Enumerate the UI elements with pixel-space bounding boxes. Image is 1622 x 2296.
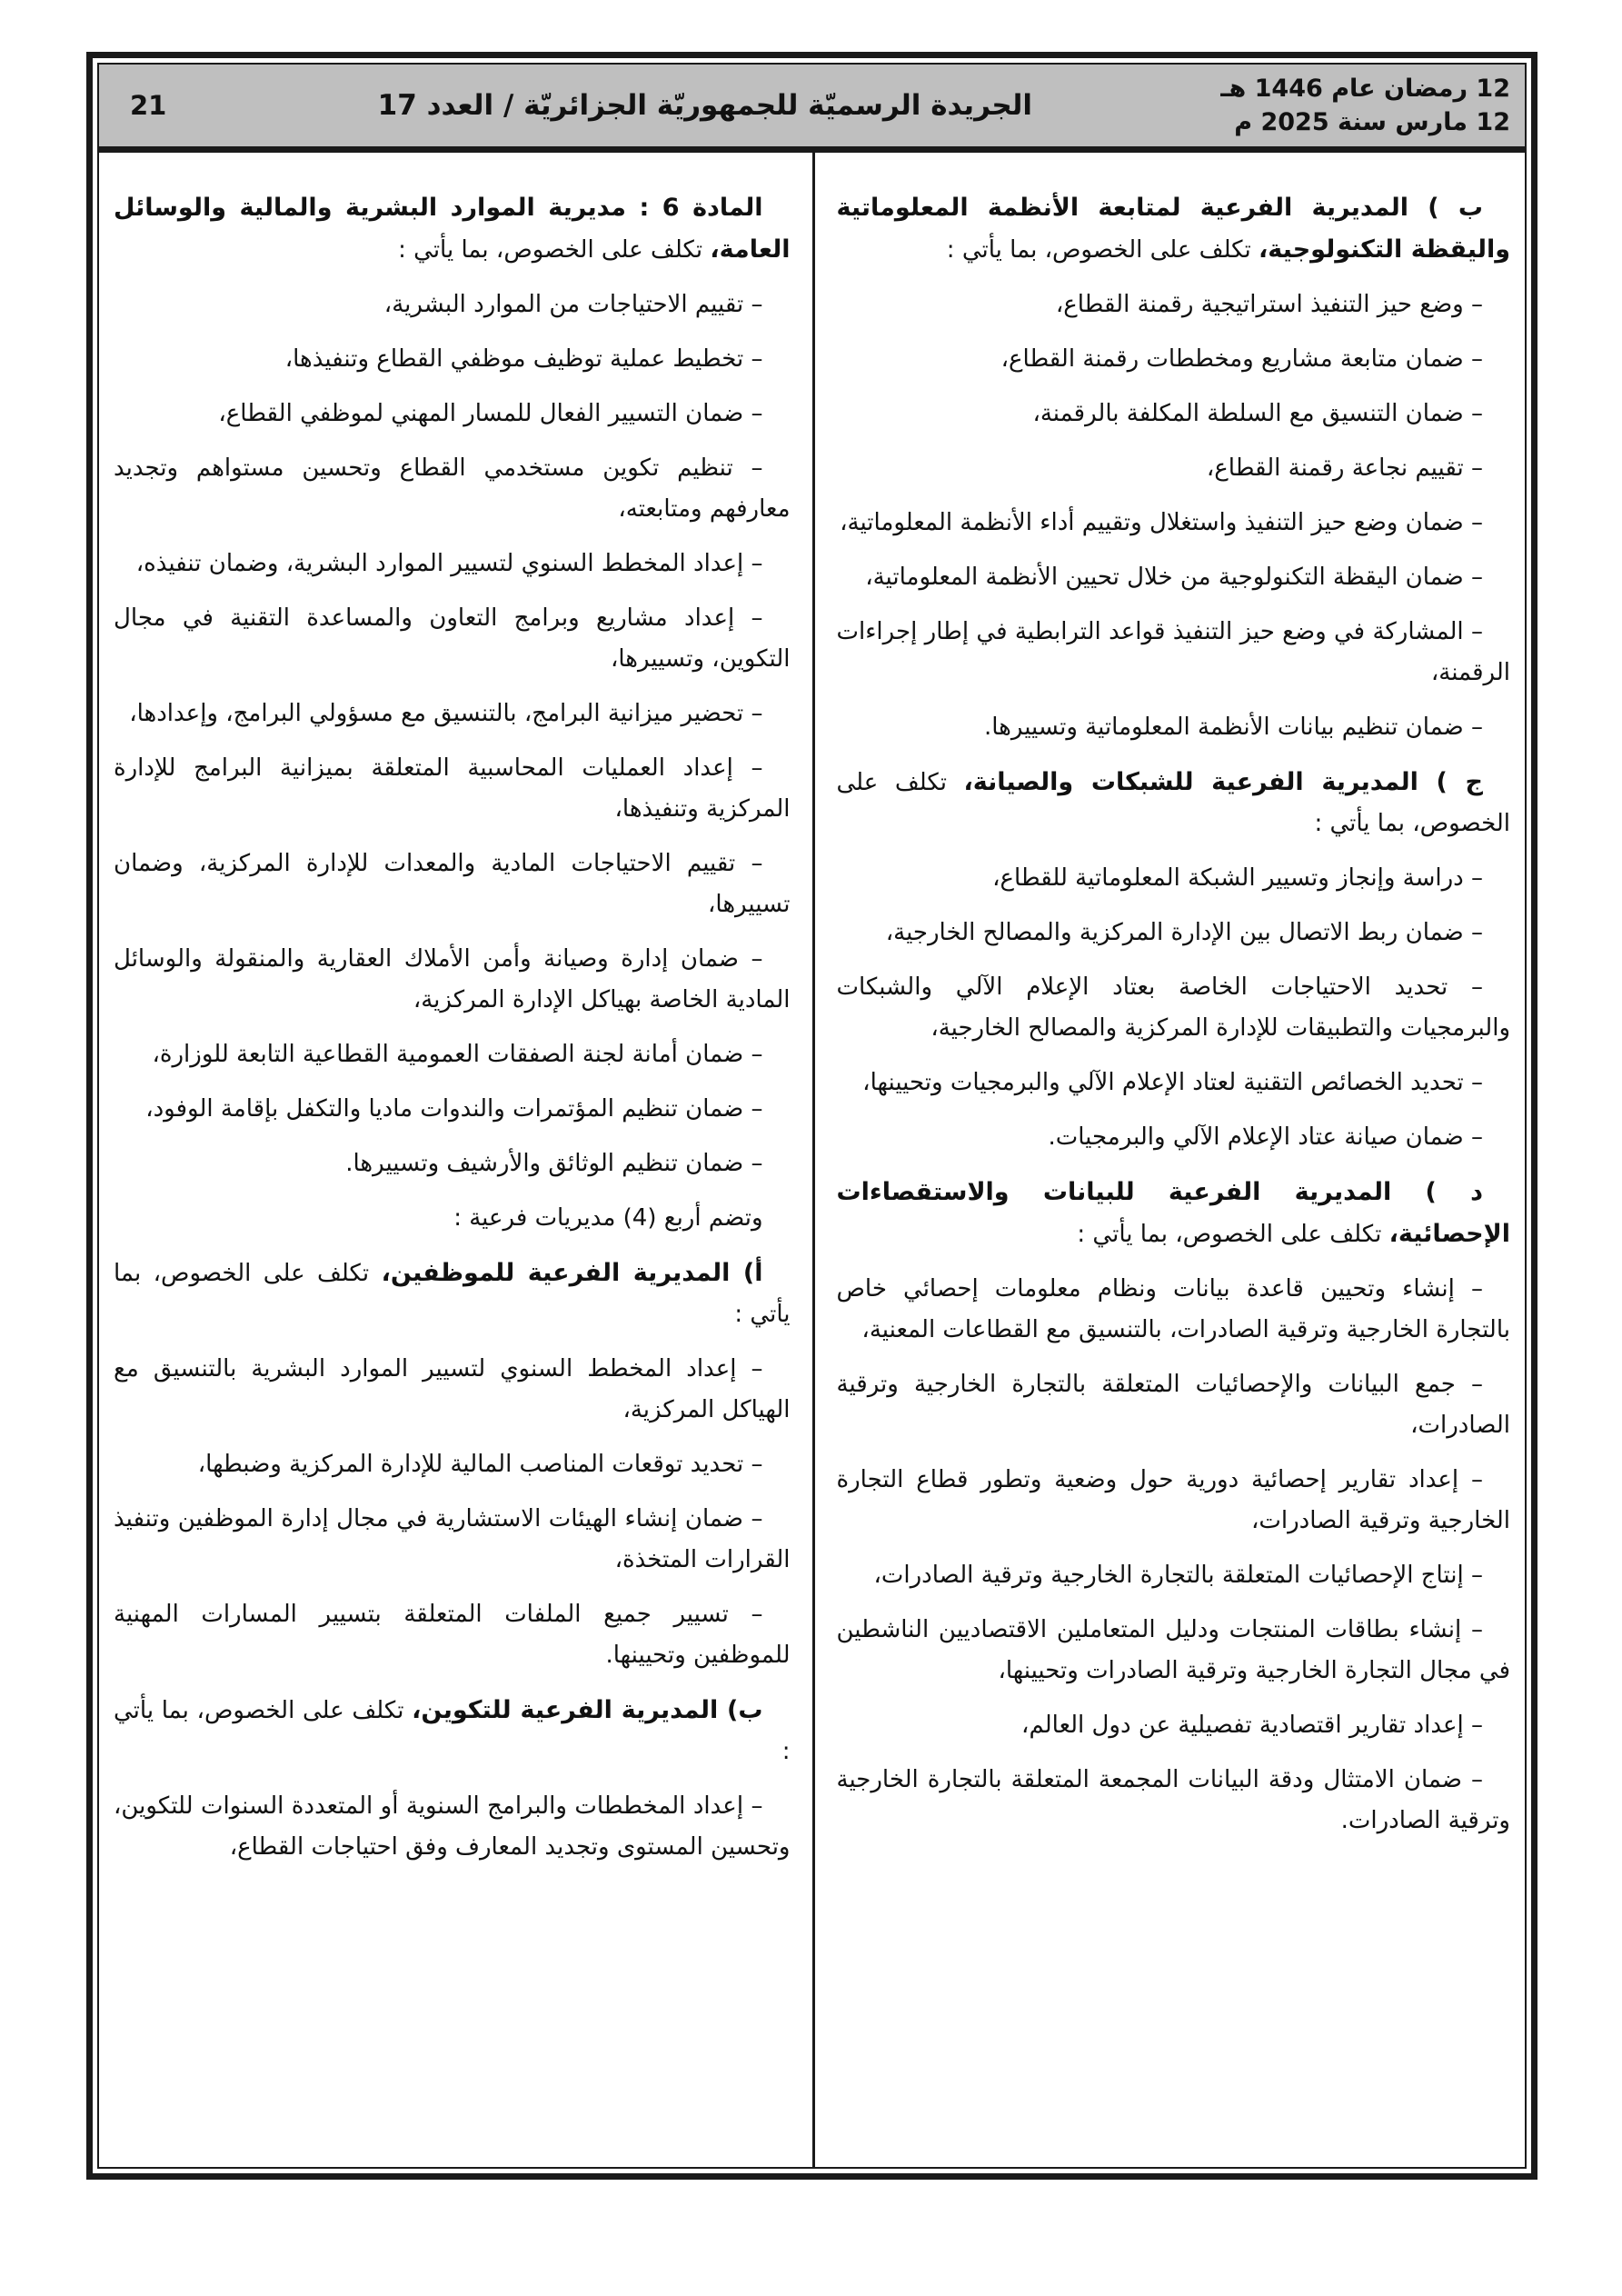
section-heading-rest: تكلف على الخصوص، بما يأتي : — [946, 236, 1259, 264]
section-heading — [114, 1253, 791, 1335]
directive-item: – دراسة وإنجاز وتسيير الشبكة المعلوماتية للقطاع، — [992, 864, 1483, 892]
directive-item: – ضمان تنظيم بيانات الأنظمة المعلوماتية وتسييرها. — [983, 714, 1483, 741]
directive-item: – ضمان وضع حيز التنفيذ واستغلال وتقييم أداء الأنظمة المعلوماتية، — [840, 509, 1483, 536]
page-inner-frame — [97, 63, 1527, 2169]
directive-item: – إعداد المخطط السنوي لتسيير الموارد البشرية، وضمان تنفيذه، — [135, 550, 763, 577]
section-heading-rest: تكلف على الخصوص، بما يأتي : — [1077, 1221, 1389, 1248]
directive-item: – إعداد تقارير اقتصادية تفصيلية عن دول العالم، — [1021, 1712, 1483, 1739]
directive-item: – جمع البيانات والإحصائيات المتعلقة بالتجارة الخارجية وترقية الصادرات، — [836, 1371, 1510, 1439]
directive-item: – ضمان تنظيم الوثائق والأرشيف وتسييرها. — [345, 1150, 763, 1177]
page-number: 21 — [130, 90, 167, 121]
directive-item: – تحديد الاحتياجات الخاصة بعتاد الإعلام الآلي والشبكات والبرمجيات والتطبيقات للإدارة المركزية والمصالح الخارجية، — [836, 973, 1510, 1042]
directive-item: – تحضير ميزانية البرامج، بالتنسيق مع مسؤولي البرامج، وإعدادها، — [129, 700, 763, 727]
directive-item: – تحديد توقعات المناصب المالية للإدارة المركزية وضبطها، — [197, 1451, 763, 1478]
section-heading-bold: ب ) المديرية الفرعية لمتابعة الأنظمة المعلوماتية واليقظة التكنولوجية، — [836, 194, 1510, 264]
directive-item: – تحديد الخصائص التقنية لعتاد الإعلام الآلي والبرمجيات وتحيينها، — [862, 1069, 1483, 1096]
directive-item: – تقييم نجاعة رقمنة القطاع، — [1206, 454, 1483, 482]
section-heading — [837, 187, 1511, 271]
directive-item: – ضمان إدارة وصيانة وأمن الأملاك العقارية والمنقولة والوسائل المادية الخاصة بهياكل الإدارة المركزية، — [114, 945, 791, 1013]
section-heading-rest: تكلف على الخصوص، بما يأتي : — [114, 1260, 791, 1328]
directive-item: – إنشاء وتحيين قاعدة بيانات ونظام معلومات إحصائي خاص بالتجارة الخارجية وترقية الصادرات، بالتنسيق مع القطاعات المعنية، — [836, 1275, 1510, 1343]
body-columns — [99, 153, 1525, 2167]
directive-item: – ضمان التسيير الفعال للمسار المهني لموظفي القطاع، — [218, 400, 763, 427]
directive-item: – إنشاء بطاقات المنتجات ودليل المتعاملين الاقتصاديين الناشطين في مجال التجارة الخارجية وترقية الصادرات وتحيينها، — [836, 1616, 1510, 1684]
directive-item: – إعداد تقارير إحصائية دورية حول وضعية وتطور قطاع التجارة الخارجية وترقية الصادرات، — [836, 1466, 1510, 1534]
section-heading-rest: تكلف على الخصوص، بما يأتي : — [836, 769, 1510, 837]
directive-item: – ضمان التنسيق مع السلطة المكلفة بالرقمنة، — [1032, 400, 1483, 427]
directive-item: – إعداد العمليات المحاسبية المتعلقة بميزانية البرامج للإدارة المركزية وتنفيذها، — [114, 754, 791, 823]
directive-item: – تسيير جميع الملفات المتعلقة بتسيير المسارات المهنية للموظفين وتحيينها. — [114, 1601, 791, 1669]
subdirectorates-intro: وتضم أربع (4) مديريات فرعية : — [453, 1204, 763, 1232]
directive-item: – إعداد المخططات والبرامج السنوية أو المتعددة السنوات للتكوين، وتحسين المستوى وتجديد المعارف وفق احتياجات القطاع، — [114, 1792, 791, 1861]
directive-item: – ضمان اليقظة التكنولوجية من خلال تحيين الأنظمة المعلوماتية، — [865, 564, 1483, 591]
journal-title: الجريدة الرسميّة للجمهوريّة الجزائريّة / العدد 17 — [377, 89, 1032, 122]
column-right — [812, 153, 1526, 2167]
directive-item: – تنظيم تكوين مستخدمي القطاع وتحسين مستواهم وتجديد معارفهم ومتابعته، — [114, 454, 791, 523]
directive-item: – ضمان ربط الاتصال بين الإدارة المركزية والمصالح الخارجية، — [885, 919, 1483, 946]
section-heading-bold: ب) المديرية الفرعية للتكوين، — [412, 1696, 763, 1724]
directive-item: – تخطيط عملية توظيف موظفي القطاع وتنفيذها، — [284, 345, 763, 373]
hijri-date: 12 رمضان عام 1446 هـ — [1220, 75, 1510, 103]
directive-item: – ضمان تنظيم المؤتمرات والندوات ماديا والتكفل بإقامة الوفود، — [145, 1095, 763, 1123]
section-heading-bold: أ) المديرية الفرعية للموظفين، — [381, 1259, 763, 1287]
section-heading-bold: د ) المديرية الفرعية للبيانات والاستقصاءات الإحصائية، — [836, 1178, 1510, 1248]
directive-item: – ضمان أمانة لجنة الصفقات العمومية القطاعية التابعة للوزارة، — [152, 1041, 763, 1068]
directive-item: – المشاركة في وضع حيز التنفيذ قواعد الترابطية في إطار إجراءات الرقمنة، — [836, 618, 1510, 686]
directive-item: – تقييم الاحتياجات من الموارد البشرية، — [383, 291, 763, 318]
article-heading-rest: تكلف على الخصوص، بما يأتي : — [398, 236, 711, 264]
directive-item: – إنتاج الإحصائيات المتعلقة بالتجارة الخارجية وترقية الصادرات، — [873, 1562, 1483, 1589]
directive-item: – ضمان الامتثال ودقة البيانات المجمعة المتعلقة بالتجارة الخارجية وترقية الصادرات. — [836, 1766, 1510, 1834]
section-heading — [837, 1172, 1511, 1255]
directive-item: – إعداد مشاريع وبرامج التعاون والمساعدة التقنية في مجال التكوين، وتسييرها، — [114, 604, 791, 673]
masthead — [99, 65, 1525, 153]
directive-item: – وضع حيز التنفيذ استراتيجية رقمنة القطاع، — [1055, 291, 1483, 318]
page-frame — [86, 52, 1537, 2180]
directive-item: – ضمان متابعة مشاريع ومخططات رقمنة القطاع، — [1000, 345, 1483, 373]
column-left — [99, 153, 812, 2167]
directive-item: – إعداد المخطط السنوي لتسيير الموارد البشرية بالتنسيق مع الهياكل المركزية، — [114, 1355, 791, 1423]
section-heading-rest: تكلف على الخصوص، بما يأتي : — [114, 1697, 791, 1765]
section-heading — [114, 1690, 791, 1772]
directive-item: – ضمان صيانة عتاد الإعلام الآلي والبرمجيات. — [1048, 1123, 1483, 1151]
article-heading-bold: المادة 6 : مديرية الموارد البشرية والمالية والوسائل العامة، — [114, 194, 791, 264]
section-heading-bold: ج ) المديرية الفرعية للشبكات والصيانة، — [963, 768, 1484, 796]
article-heading — [114, 187, 791, 271]
gregorian-date: 12 مارس سنة 2025 م — [1234, 108, 1510, 136]
section-heading — [837, 762, 1511, 844]
directive-item: – تقييم الاحتياجات المادية والمعدات للإدارة المركزية، وضمان تسييرها، — [114, 850, 791, 918]
directive-item: – ضمان إنشاء الهيئات الاستشارية في مجال إدارة الموظفين وتنفيذ القرارات المتخذة، — [114, 1505, 791, 1573]
masthead-dates — [1154, 72, 1525, 139]
